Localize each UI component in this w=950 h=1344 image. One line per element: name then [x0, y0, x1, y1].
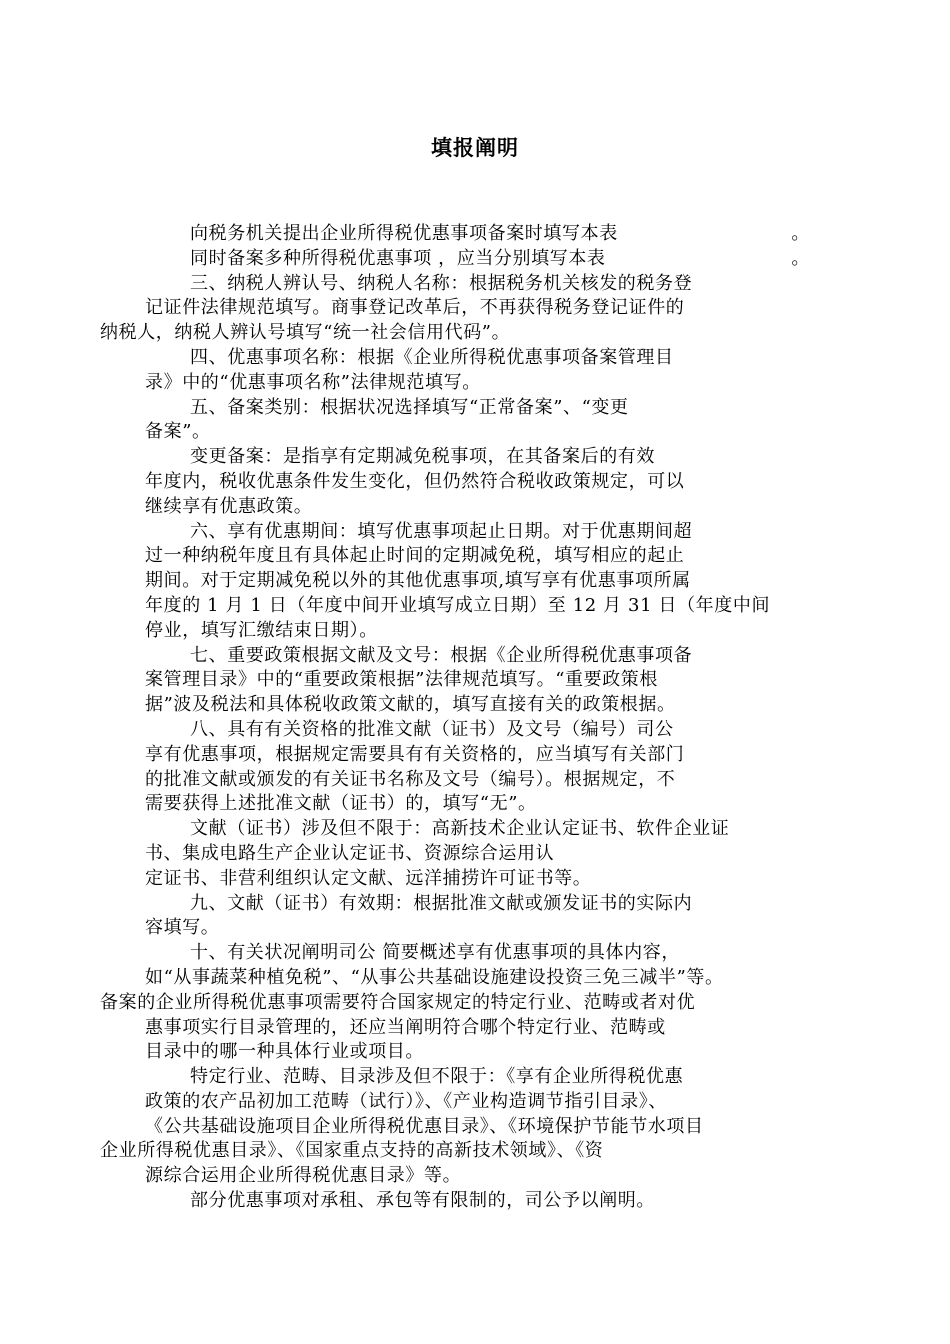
- text-line-21: 八、具有有关资格的批准文献（证书）及文号（编号）司公: [190, 718, 674, 740]
- text-line-13: 六、享有优惠期间：填写优惠事项起止日期。对于优惠期间超: [190, 520, 693, 542]
- text-line-38: 企业所得税优惠目录》、《国家重点支持的高新技术领域》、《资: [100, 1140, 604, 1162]
- text-line-8: 五、备案类别：根据状况选择填写“正常备案”、“变更: [190, 396, 629, 418]
- text-line-24: 需要获得上述批准文献（证书）的，填写“无”。: [145, 793, 537, 815]
- line-text: 同时备案多种所得税优惠事项 ，应当分别填写本表: [190, 247, 606, 269]
- text-line-17: 停业，填写汇缴结束日期）。: [145, 619, 378, 641]
- text-line-40: 部分优惠事项对承租、承包等有限制的，司公予以阐明。: [190, 1190, 655, 1212]
- text-line-1: [100, 222, 830, 247]
- text-line-20: 据”波及税法和具体税收政策文献的，填写直接有关的政策根据。: [145, 694, 676, 716]
- text-line-19: 案管理目录》中的“重要政策根据”法律规范填写。“重要政策根: [145, 669, 659, 691]
- text-line-36: 政策的农产品初加工范畴（试行）》、《产业构造调节指引目录》、: [145, 1090, 667, 1112]
- text-line-27: 定证书、非营利组织认定文献、远洋捕捞许可证书等。: [145, 867, 592, 889]
- text-line-5: 纳税人，纳税人辨认号填写“统一社会信用代码”。: [100, 322, 511, 344]
- text-line-15: 期间。对于定期减免税以外的其他优惠事项,填写享有优惠事项所属: [145, 570, 691, 592]
- text-line-4: 记证件法律规范填写。商事登记改革后，不再获得税务登记证件的: [145, 297, 685, 319]
- line-end-mark: 。: [791, 247, 810, 269]
- text-line-28: 九、文献（证书）有效期：根据批准文献或颁发证书的实际内: [190, 892, 693, 914]
- text-line-10: 变更备案：是指享有定期减免税事项，在其备案后的有效: [190, 446, 655, 468]
- text-line-12: 继续享有优惠政策。: [145, 495, 313, 517]
- text-line-25: 文献（证书）涉及但不限于：高新技术企业认定证书、软件企业证: [190, 818, 730, 840]
- text-line-14: 过一种纳税年度且有具体起止时间的定期减免税，填写相应的起止: [145, 545, 685, 567]
- text-line-18: 七、重要政策根据文献及文号：根据《企业所得税优惠事项备: [190, 644, 693, 666]
- text-line-7: 录》中的“优惠事项名称”法律规范填写。: [145, 371, 481, 393]
- text-line-31: 如“从事蔬菜种植免税”、“从事公共基础设施建设投资三免三减半”等。: [145, 966, 724, 988]
- text-line-23: 的批准文献或颁发的有关证书名称及文号（编号）。根据规定，不: [145, 768, 676, 790]
- text-line-9: 备案”。: [145, 421, 211, 443]
- document-body: [100, 222, 830, 1214]
- text-line-22: 享有优惠事项，根据规定需要具有有关资格的，应当填写有关部门: [145, 743, 685, 765]
- text-line-29: 容填写。: [145, 917, 220, 939]
- text-line-37: 《公共基础设施项目企业所得税优惠目录》、《环境保护节能节水项目: [145, 1115, 704, 1137]
- text-line-33: 惠事项实行目录管理的，还应当阐明符合哪个特定行业、范畴或: [145, 1016, 666, 1038]
- text-line-34: 目录中的哪一种具体行业或项目。: [145, 1041, 424, 1063]
- text-line-39: 源综合运用企业所得税优惠目录》等。: [145, 1165, 462, 1187]
- page-title: 填报阐明: [431, 136, 519, 160]
- text-line-30: 十、有关状况阐明司公 简要概述享有优惠事项的具体内容，: [190, 942, 680, 964]
- text-line-32: 备案的企业所得税优惠事项需要符合国家规定的特定行业、范畴或者对优: [100, 991, 696, 1013]
- text-line-6: 四、优惠事项名称：根据《企业所得税优惠事项备案管理目: [190, 346, 674, 368]
- text-line-2: [100, 247, 830, 272]
- text-line-16: 年度的 1 月 1 日（年度中间开业填写成立日期）至 12 月 31 日（年度中间: [145, 594, 771, 616]
- text-line-35: 特定行业、范畴、目录涉及但不限于：《享有企业所得税优惠: [190, 1066, 684, 1088]
- line-text: 向税务机关提出企业所得税优惠事项备案时填写本表: [190, 223, 618, 244]
- text-line-3: 三、纳税人辨认号、纳税人名称：根据税务机关核发的税务登: [190, 272, 693, 294]
- line-end-mark: 。: [791, 223, 810, 244]
- text-line-26: 书、集成电路生产企业认定证书、资源综合运用认: [145, 842, 555, 864]
- text-line-11: 年度内，税收优惠条件发生变化，但仍然符合税收政策规定，可以: [145, 470, 685, 492]
